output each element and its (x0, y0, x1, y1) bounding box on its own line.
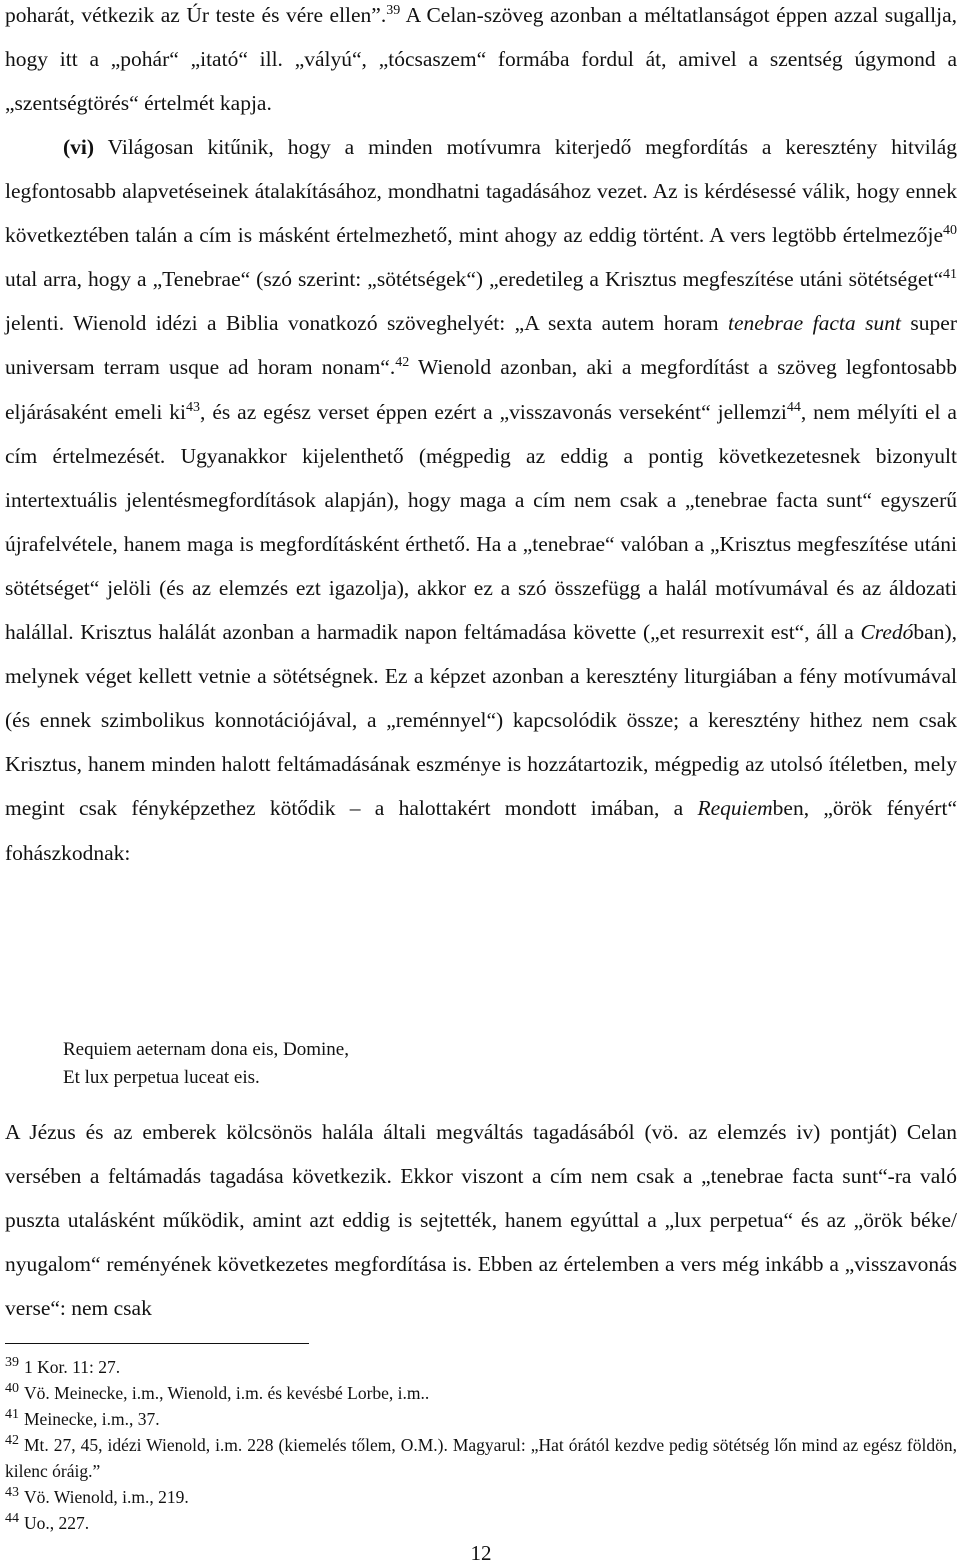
footnote-ref[interactable]: 40 (943, 223, 957, 239)
text-run: super universam terram usque ad horam nonam“. (5, 311, 957, 380)
text-run: ben, „örök fényért“ fohászkodnak: (5, 796, 957, 865)
text-run: utal arra, hogy a „Tenebrae“ (szó szerint: „sötétségek“) „eredetileg a Krisztus megfeszítése utáni sötétséget“ (5, 267, 943, 292)
footnotes (5, 1354, 957, 1536)
footnote (5, 1510, 957, 1536)
text-run: A Celan-szöveg azonban a méltatlanságot éppen azzal sugallja, hogy itt a „pohár“ „itató“ ill. „vályú“, „tócsaszem“ formába fordul át, amivel a szentség úgymond a „szentségtörés“ értelmét kapja. (5, 3, 957, 116)
footnote-number: 40 (5, 1381, 19, 1396)
footnote-text: Mt. 27, 45, idézi Wienold, i.m. 228 (kiemelés tőlem, O.M.). Magyarul: „Hat órától kezdve pedig sötétség lőn mind az egész földön, kilenc óráig.” (5, 1435, 957, 1481)
paragraph-vi (5, 125, 957, 875)
footnote-text: Vö. Meinecke, i.m., Wienold, i.m. és kevésbé Lorbe, i.m.. (24, 1383, 430, 1403)
quote-line: Et lux perpetua luceat eis. (63, 1066, 260, 1088)
text-run: poharát, vétkezik az Úr teste és vére ellen”. (5, 3, 387, 27)
italic-phrase: Requiem (697, 796, 773, 821)
text-run: , nem mélyíti el a cím értelmezését. Ugyanakkor kijelenthető (mégpedig az eddig a pontig következetesnek bizonyult intertextuális jelentésmegfordítások alapján), hogy maga a cím nem csak a „tenebrae facta sunt“ egyszerű újrafelvétele, hanem maga is megfordításként érthető. Ha a „tenebrae“ valóban a „Krisztus megfeszítése utáni sötétséget“ jelöli (és az elemzés ezt igazolja), akkor ez a szó összefügg a halál motívumával és az áldozati halállal. Krisztus halálát azonban a harmadik napon feltámadása követte („et resurrexit est“, áll a (5, 399, 957, 645)
footnote (5, 1484, 957, 1510)
footnote (5, 1432, 957, 1484)
quote-line: Requiem aeternam dona eis, Domine, (63, 1039, 349, 1060)
footnote-ref[interactable]: 44 (786, 399, 801, 415)
footnote (5, 1354, 957, 1380)
footnote-text: Meinecke, i.m., 37. (24, 1409, 160, 1429)
footnote-text: 1 Kor. 11: 27. (24, 1357, 121, 1377)
footnote-separator (5, 1343, 309, 1344)
paragraph-continued (5, 0, 957, 125)
text-run: jelenti. Wienold idézi a Biblia vonatkozó szöveghelyét: „A sexta autem horam (5, 311, 728, 336)
footnote-number: 39 (5, 1355, 19, 1370)
footnote (5, 1380, 957, 1406)
footnote-number: 43 (5, 1485, 19, 1500)
page-number: 12 (470, 1541, 492, 1565)
footnote-ref[interactable]: 42 (395, 355, 410, 371)
block-quote (63, 1036, 763, 1091)
footnote-ref[interactable]: 43 (186, 399, 201, 415)
italic-phrase: Credó (860, 620, 914, 645)
footnote-text: Uo., 227. (24, 1513, 90, 1533)
text-run: ban), melynek véget kellett vetnie a sötétségnek. Ez a képzet azonban a keresztény liturgiában a fény motívumával (és ennek szimbolikus konnotációjával, a „reménnyel“) kapcsolódik össze; a keresztény hithez nem csak Krisztus, hanem minden halott feltámadásának eszménye is hozzátartozik, mégpedig az utolsó ítéletben, mely megint csak fényképzethez kötődik – a halottakért mondott imában, a (5, 620, 957, 821)
paragraph-after-quote: A Jézus és az emberek kölcsönös halála általi megváltás tagadásából (vö. az elemzés iv) pontját) Celan versében a feltámadás tagadása következik. Ekkor viszont a cím nem csak a „tenebrae facta sunt“-ra való puszta utalásként működik, amint azt eddig is sejtették, hanem egyúttal a „lux perpetua“ és az „örök béke/ nyugalom“ reményének következetes megfordítása is. Ebben az értelemben a vers még inkább a „visszavonás verse“: nem csak (5, 1120, 957, 1321)
text-run: , és az egész verset éppen ezért a „visszavonás verseként“ jellemzi (200, 399, 787, 424)
footnote-number: 41 (5, 1407, 19, 1422)
text-run: Wienold azonban, aki a megfordítást a szöveg legfontosabb eljárásaként emeli ki (5, 355, 957, 424)
section-label: (vi) (63, 135, 95, 159)
footnote-text: Vö. Wienold, i.m., 219. (24, 1487, 189, 1507)
footnote-ref[interactable]: 41 (943, 267, 957, 283)
footnote-number: 44 (5, 1511, 19, 1526)
italic-phrase: tenebrae facta sunt (728, 311, 901, 336)
text-run: Világosan kitűnik, hogy a minden motívumra kiterjedő megfordítás a keresztény hitvilág legfontosabb alapvetéseinek átalakításához, mondhatni tagadásához vezet. Az is kérdésessé válik, hogy ennek következtében talán a cím is másként értelmezhető, mint ahogy az eddig történt. A vers legtöbb értelmezője (5, 135, 957, 248)
footnote (5, 1406, 957, 1432)
footnote-ref[interactable]: 39 (386, 3, 401, 18)
footnote-number: 42 (5, 1433, 19, 1448)
